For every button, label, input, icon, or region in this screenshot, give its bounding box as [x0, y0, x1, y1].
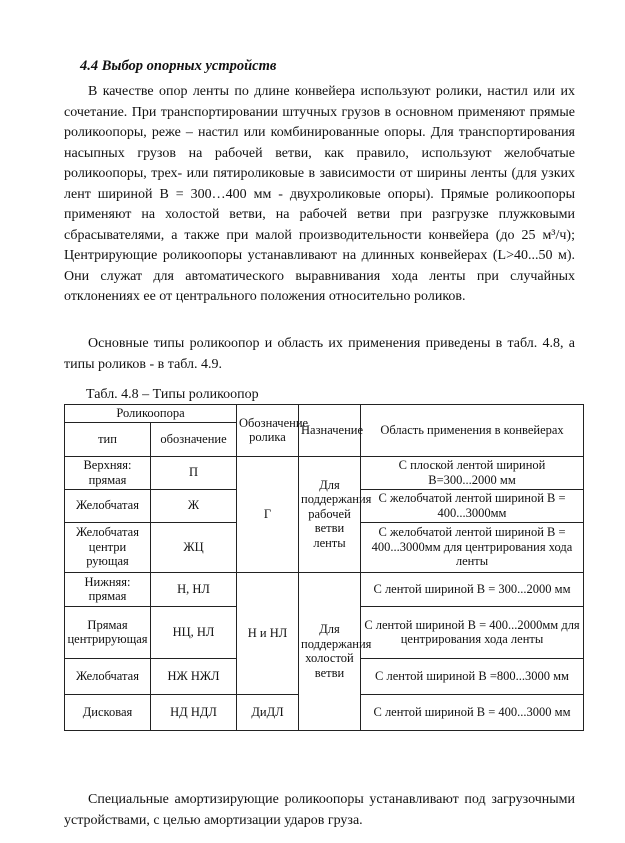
table-cell: Ж	[151, 489, 237, 522]
table-cell: Верхняя: прямая	[65, 456, 151, 489]
table-cell: С желобчатой лентой шириной В = 400...3000мм для центрирования хода ленты	[361, 522, 584, 572]
table-cell: С лентой шириной В =800...3000 мм	[361, 658, 584, 694]
roller-support-types-table	[64, 404, 584, 731]
table-cell: С лентой шириной В = 400...2000мм для центрирования хода ленты	[361, 606, 584, 658]
roller-group-cell: Н и НЛ	[237, 572, 299, 694]
table-cell: Желобчатая	[65, 658, 151, 694]
purpose-group-cell: Для поддержания рабочей ветви ленты	[299, 456, 361, 572]
table-cell: Нижняя: прямая	[65, 572, 151, 606]
header-purpose: Назначение	[299, 405, 361, 457]
section-heading: 4.4 Выбор опорных устройств	[80, 58, 277, 74]
roller-group-cell: ДиДЛ	[237, 694, 299, 730]
header-designation: обозначение	[151, 422, 237, 456]
table-caption: Табл. 4.8 – Типы роликоопор	[86, 387, 259, 402]
paragraph-table-reference: Основные типы роликоопор и область их применения приведены в табл. 4.8, а типы роликов - в табл. 4.9.	[64, 336, 575, 372]
roller-group-cell: Г	[237, 456, 299, 572]
table-cell: Н, НЛ	[151, 572, 237, 606]
table-cell: НЦ, НЛ	[151, 606, 237, 658]
table-cell: С плоской лентой шириной В=300...2000 мм	[361, 456, 584, 489]
header-application: Область применения в конвейерах	[361, 405, 584, 457]
table-cell: НД НДЛ	[151, 694, 237, 730]
table-cell: Прямая центрирующая	[65, 606, 151, 658]
table-cell: П	[151, 456, 237, 489]
table-cell: Дисковая	[65, 694, 151, 730]
table-cell: С лентой шириной В = 400...3000 мм	[361, 694, 584, 730]
table-cell: С лентой шириной В = 300...2000 мм	[361, 572, 584, 606]
header-type: тип	[65, 422, 151, 456]
header-roller-designation: Обозначение ролика	[237, 405, 299, 457]
header-roller-support: Роликоопора	[65, 405, 237, 423]
paragraph-shock-absorbing: Специальные амортизирующие роликоопоры устанавливают под загрузочными устройствами, с целью амортизации ударов груза.	[64, 792, 575, 828]
paragraph-intro: В качестве опор ленты по длине конвейера используют ролики, настил или их сочетание. При транспортировании штучных грузов в основном применяют прямые роликоопоры, реже – настил или комбинированные опоры. Для транспортирования насыпных грузов на рабочей ветви, как правило, используют желобчатые роликоопоры, трех- или пятироликовые в зависимости от ширины ленты (для узких лент шириной В = 300…400 мм - двухроликовые опоры). Прямые роликоопоры применяют на холостой ветви, на рабочей ветви при разгрузке плужковыми сбрасывателями, а также при малой производительности конвейера (до 25 м³/ч); Центрирующие роликоопоры устанавливают на длинных конвейерах (L>40...50 м). Они служат для автоматического выравнивания хода ленты при случайных отклонениях ее от центрального положения относительно роликов.	[64, 84, 575, 304]
table-cell: ЖЦ	[151, 522, 237, 572]
table-cell: С желобчатой лентой шириной В = 400...3000мм	[361, 489, 584, 522]
table-cell: Желобчатая	[65, 489, 151, 522]
table-cell: НЖ НЖЛ	[151, 658, 237, 694]
table-cell: Желобчатая центри рующая	[65, 522, 151, 572]
purpose-group-cell: Для поддержания холостой ветви	[299, 572, 361, 730]
